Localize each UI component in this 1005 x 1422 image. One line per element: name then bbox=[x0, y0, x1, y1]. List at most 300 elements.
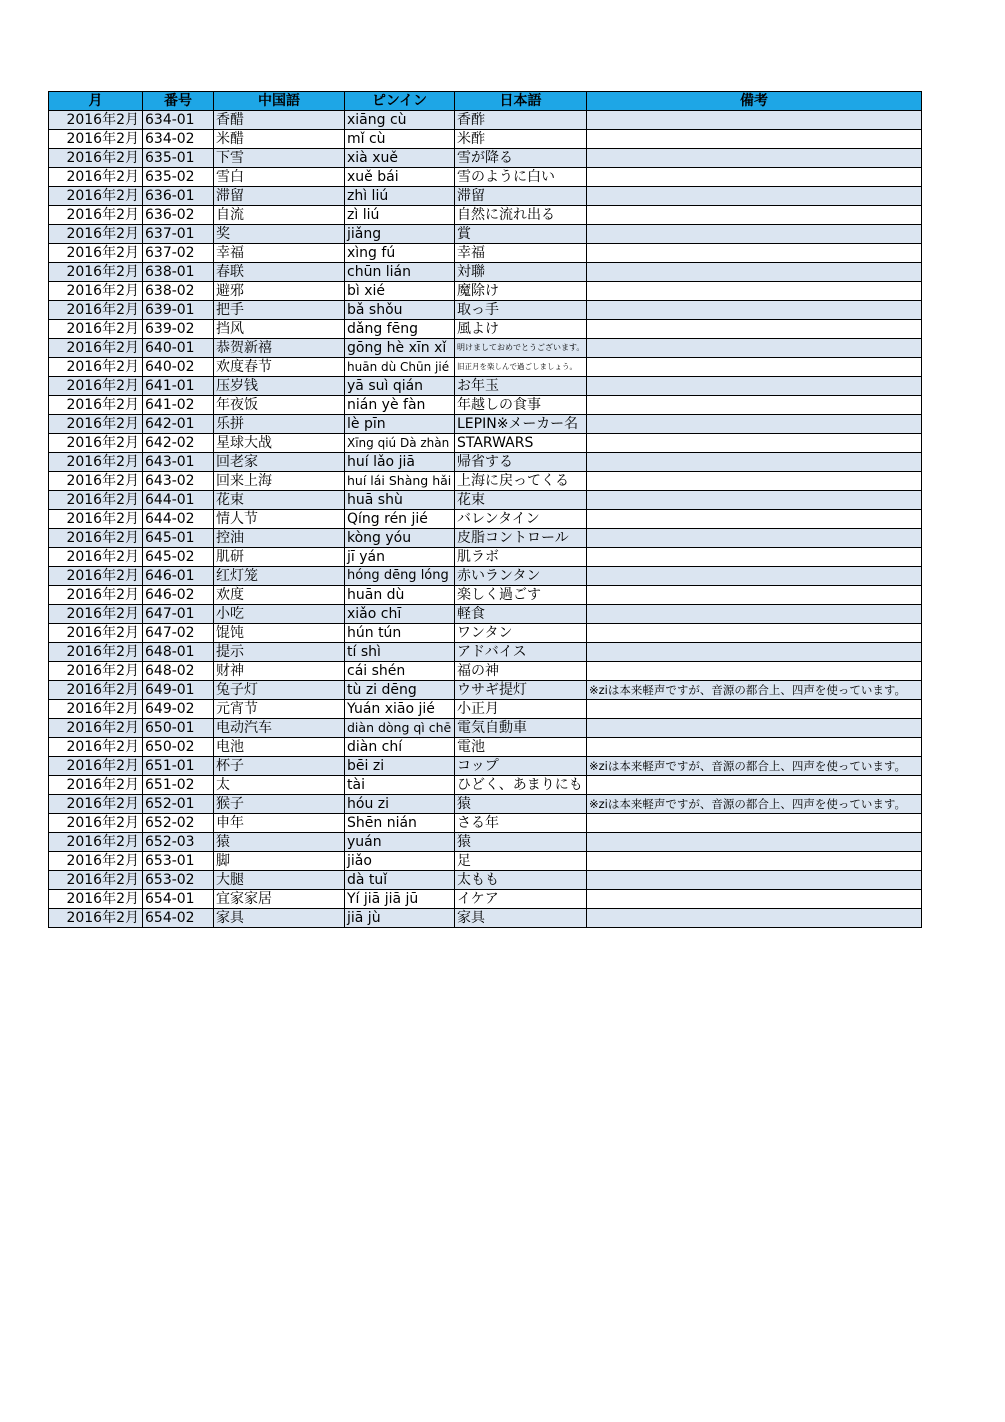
cell-month: 2016年2月 bbox=[49, 491, 143, 510]
vocabulary-table bbox=[48, 91, 922, 928]
cell-chinese: 雪白 bbox=[214, 168, 345, 187]
cell-chinese: 年夜饭 bbox=[214, 396, 345, 415]
table-row bbox=[49, 472, 922, 491]
cell-japanese: ひどく、あまりにも bbox=[455, 776, 587, 795]
cell-number: 651-01 bbox=[143, 757, 214, 776]
cell-notes bbox=[587, 225, 922, 244]
cell-japanese: 軽食 bbox=[455, 605, 587, 624]
cell-chinese: 太 bbox=[214, 776, 345, 795]
cell-number: 645-01 bbox=[143, 529, 214, 548]
cell-japanese: 猿 bbox=[455, 833, 587, 852]
cell-notes bbox=[587, 738, 922, 757]
cell-pinyin: diàn chí bbox=[345, 738, 455, 757]
cell-chinese: 欢度 bbox=[214, 586, 345, 605]
cell-month: 2016年2月 bbox=[49, 282, 143, 301]
cell-month: 2016年2月 bbox=[49, 453, 143, 472]
table-row bbox=[49, 605, 922, 624]
cell-japanese: 風よけ bbox=[455, 320, 587, 339]
cell-chinese: 香醋 bbox=[214, 111, 345, 130]
cell-number: 653-01 bbox=[143, 852, 214, 871]
table-row bbox=[49, 434, 922, 453]
cell-number: 640-01 bbox=[143, 339, 214, 358]
cell-pinyin: diàn dòng qì chē bbox=[345, 719, 455, 738]
cell-number: 638-02 bbox=[143, 282, 214, 301]
cell-month: 2016年2月 bbox=[49, 852, 143, 871]
cell-chinese: 宜家家居 bbox=[214, 890, 345, 909]
table-row bbox=[49, 624, 922, 643]
cell-number: 654-01 bbox=[143, 890, 214, 909]
cell-pinyin: bǎ shǒu bbox=[345, 301, 455, 320]
cell-chinese: 家具 bbox=[214, 909, 345, 928]
cell-number: 635-02 bbox=[143, 168, 214, 187]
cell-chinese: 馄饨 bbox=[214, 624, 345, 643]
cell-japanese: 猿 bbox=[455, 795, 587, 814]
table-row bbox=[49, 700, 922, 719]
cell-chinese: 脚 bbox=[214, 852, 345, 871]
cell-chinese: 回来上海 bbox=[214, 472, 345, 491]
cell-chinese: 把手 bbox=[214, 301, 345, 320]
cell-number: 642-02 bbox=[143, 434, 214, 453]
table-row bbox=[49, 719, 922, 738]
table-row bbox=[49, 643, 922, 662]
cell-pinyin: Yuán xiāo jié bbox=[345, 700, 455, 719]
cell-month: 2016年2月 bbox=[49, 814, 143, 833]
cell-number: 639-01 bbox=[143, 301, 214, 320]
cell-number: 645-02 bbox=[143, 548, 214, 567]
cell-notes bbox=[587, 320, 922, 339]
cell-notes bbox=[587, 453, 922, 472]
table-row bbox=[49, 662, 922, 681]
cell-number: 643-02 bbox=[143, 472, 214, 491]
cell-pinyin: xià xuě bbox=[345, 149, 455, 168]
cell-chinese: 肌研 bbox=[214, 548, 345, 567]
table-row bbox=[49, 263, 922, 282]
cell-month: 2016年2月 bbox=[49, 434, 143, 453]
cell-month: 2016年2月 bbox=[49, 149, 143, 168]
cell-number: 644-01 bbox=[143, 491, 214, 510]
cell-number: 640-02 bbox=[143, 358, 214, 377]
cell-pinyin: tài bbox=[345, 776, 455, 795]
cell-month: 2016年2月 bbox=[49, 662, 143, 681]
table-row bbox=[49, 377, 922, 396]
cell-japanese: 雪が降る bbox=[455, 149, 587, 168]
cell-number: 654-02 bbox=[143, 909, 214, 928]
cell-month: 2016年2月 bbox=[49, 472, 143, 491]
cell-notes bbox=[587, 434, 922, 453]
cell-pinyin: xiāng cù bbox=[345, 111, 455, 130]
cell-notes bbox=[587, 776, 922, 795]
cell-pinyin: zì liú bbox=[345, 206, 455, 225]
cell-notes bbox=[587, 643, 922, 662]
cell-japanese: 自然に流れ出る bbox=[455, 206, 587, 225]
header-chinese: 中国語 bbox=[214, 92, 345, 111]
cell-japanese: バレンタイン bbox=[455, 510, 587, 529]
cell-notes bbox=[587, 263, 922, 282]
cell-notes bbox=[587, 244, 922, 263]
table-row bbox=[49, 548, 922, 567]
table-row bbox=[49, 510, 922, 529]
table-row bbox=[49, 225, 922, 244]
cell-notes: ※ziは本来軽声ですが、音源の都合上、四声を使っています。 bbox=[587, 795, 922, 814]
table-row bbox=[49, 453, 922, 472]
cell-japanese: 雪のように白い bbox=[455, 168, 587, 187]
cell-chinese: 滞留 bbox=[214, 187, 345, 206]
cell-japanese: 米酢 bbox=[455, 130, 587, 149]
cell-number: 646-02 bbox=[143, 586, 214, 605]
cell-chinese: 欢度春节 bbox=[214, 358, 345, 377]
cell-chinese: 压岁钱 bbox=[214, 377, 345, 396]
cell-chinese: 元宵节 bbox=[214, 700, 345, 719]
header-number: 番号 bbox=[143, 92, 214, 111]
cell-japanese: 明けましておめでとうございます。 bbox=[455, 339, 587, 358]
cell-chinese: 回老家 bbox=[214, 453, 345, 472]
cell-notes bbox=[587, 130, 922, 149]
header-notes: 備考 bbox=[587, 92, 922, 111]
cell-notes bbox=[587, 890, 922, 909]
cell-notes bbox=[587, 605, 922, 624]
cell-month: 2016年2月 bbox=[49, 586, 143, 605]
cell-japanese: ワンタン bbox=[455, 624, 587, 643]
cell-month: 2016年2月 bbox=[49, 206, 143, 225]
table-row bbox=[49, 187, 922, 206]
cell-notes bbox=[587, 377, 922, 396]
cell-notes bbox=[587, 206, 922, 225]
cell-month: 2016年2月 bbox=[49, 168, 143, 187]
cell-month: 2016年2月 bbox=[49, 111, 143, 130]
cell-notes bbox=[587, 396, 922, 415]
cell-notes bbox=[587, 624, 922, 643]
cell-notes: ※ziは本来軽声ですが、音源の都合上、四声を使っています。 bbox=[587, 757, 922, 776]
cell-chinese: 电池 bbox=[214, 738, 345, 757]
cell-chinese: 恭贺新禧 bbox=[214, 339, 345, 358]
cell-japanese: 太もも bbox=[455, 871, 587, 890]
table-row bbox=[49, 529, 922, 548]
cell-number: 649-01 bbox=[143, 681, 214, 700]
cell-japanese: 取っ手 bbox=[455, 301, 587, 320]
cell-chinese: 奖 bbox=[214, 225, 345, 244]
cell-pinyin: hún tún bbox=[345, 624, 455, 643]
cell-pinyin: cái shén bbox=[345, 662, 455, 681]
table-row bbox=[49, 168, 922, 187]
cell-month: 2016年2月 bbox=[49, 548, 143, 567]
cell-chinese: 挡风 bbox=[214, 320, 345, 339]
cell-japanese: 年越しの食事 bbox=[455, 396, 587, 415]
cell-month: 2016年2月 bbox=[49, 738, 143, 757]
cell-month: 2016年2月 bbox=[49, 643, 143, 662]
table-row bbox=[49, 586, 922, 605]
cell-month: 2016年2月 bbox=[49, 719, 143, 738]
cell-japanese: 滞留 bbox=[455, 187, 587, 206]
cell-chinese: 红灯笼 bbox=[214, 567, 345, 586]
table-row bbox=[49, 814, 922, 833]
cell-chinese: 申年 bbox=[214, 814, 345, 833]
cell-notes bbox=[587, 909, 922, 928]
cell-pinyin: chūn lián bbox=[345, 263, 455, 282]
cell-number: 652-01 bbox=[143, 795, 214, 814]
cell-month: 2016年2月 bbox=[49, 681, 143, 700]
cell-notes bbox=[587, 358, 922, 377]
cell-chinese: 提示 bbox=[214, 643, 345, 662]
cell-japanese: ウサギ提灯 bbox=[455, 681, 587, 700]
cell-notes bbox=[587, 567, 922, 586]
table-row bbox=[49, 244, 922, 263]
table-row bbox=[49, 795, 922, 814]
cell-month: 2016年2月 bbox=[49, 130, 143, 149]
cell-number: 643-01 bbox=[143, 453, 214, 472]
cell-pinyin: mǐ cù bbox=[345, 130, 455, 149]
cell-pinyin: Qíng rén jié bbox=[345, 510, 455, 529]
cell-notes bbox=[587, 510, 922, 529]
cell-number: 641-01 bbox=[143, 377, 214, 396]
cell-japanese: 旧正月を楽しんで過ごしましょう。 bbox=[455, 358, 587, 377]
cell-notes: ※ziは本来軽声ですが、音源の都合上、四声を使っています。 bbox=[587, 681, 922, 700]
cell-pinyin: tí shì bbox=[345, 643, 455, 662]
cell-japanese: 電気自動車 bbox=[455, 719, 587, 738]
cell-pinyin: dǎng fēng bbox=[345, 320, 455, 339]
cell-pinyin: zhì liú bbox=[345, 187, 455, 206]
cell-number: 652-02 bbox=[143, 814, 214, 833]
cell-notes bbox=[587, 149, 922, 168]
cell-number: 634-01 bbox=[143, 111, 214, 130]
cell-japanese: 魔除け bbox=[455, 282, 587, 301]
cell-pinyin: Shēn nián bbox=[345, 814, 455, 833]
cell-japanese: 足 bbox=[455, 852, 587, 871]
cell-month: 2016年2月 bbox=[49, 320, 143, 339]
cell-pinyin: gōng hè xīn xǐ bbox=[345, 339, 455, 358]
cell-number: 637-01 bbox=[143, 225, 214, 244]
cell-notes bbox=[587, 852, 922, 871]
cell-japanese: コップ bbox=[455, 757, 587, 776]
cell-notes bbox=[587, 700, 922, 719]
cell-month: 2016年2月 bbox=[49, 301, 143, 320]
cell-number: 636-02 bbox=[143, 206, 214, 225]
cell-month: 2016年2月 bbox=[49, 624, 143, 643]
table-row bbox=[49, 567, 922, 586]
cell-chinese: 乐拼 bbox=[214, 415, 345, 434]
cell-japanese: 上海に戻ってくる bbox=[455, 472, 587, 491]
cell-month: 2016年2月 bbox=[49, 567, 143, 586]
cell-number: 652-03 bbox=[143, 833, 214, 852]
cell-notes bbox=[587, 187, 922, 206]
cell-japanese: 香酢 bbox=[455, 111, 587, 130]
cell-chinese: 米醋 bbox=[214, 130, 345, 149]
table-row bbox=[49, 415, 922, 434]
cell-japanese: さる年 bbox=[455, 814, 587, 833]
cell-chinese: 杯子 bbox=[214, 757, 345, 776]
cell-pinyin: xìng fú bbox=[345, 244, 455, 263]
cell-pinyin: lè pīn bbox=[345, 415, 455, 434]
cell-month: 2016年2月 bbox=[49, 795, 143, 814]
header-row bbox=[49, 92, 922, 111]
cell-chinese: 小吃 bbox=[214, 605, 345, 624]
cell-pinyin: xiǎo chī bbox=[345, 605, 455, 624]
cell-chinese: 下雪 bbox=[214, 149, 345, 168]
cell-month: 2016年2月 bbox=[49, 605, 143, 624]
table-row bbox=[49, 301, 922, 320]
cell-month: 2016年2月 bbox=[49, 776, 143, 795]
cell-japanese: 赤いランタン bbox=[455, 567, 587, 586]
cell-japanese: 電池 bbox=[455, 738, 587, 757]
cell-pinyin: jiā jù bbox=[345, 909, 455, 928]
cell-japanese: 家具 bbox=[455, 909, 587, 928]
cell-number: 638-01 bbox=[143, 263, 214, 282]
cell-japanese: 皮脂コントロール bbox=[455, 529, 587, 548]
cell-chinese: 猴子 bbox=[214, 795, 345, 814]
cell-pinyin: yuán bbox=[345, 833, 455, 852]
cell-japanese: 肌ラボ bbox=[455, 548, 587, 567]
cell-notes bbox=[587, 529, 922, 548]
cell-number: 651-02 bbox=[143, 776, 214, 795]
cell-japanese: 幸福 bbox=[455, 244, 587, 263]
cell-japanese: お年玉 bbox=[455, 377, 587, 396]
cell-month: 2016年2月 bbox=[49, 510, 143, 529]
cell-pinyin: hóu zi bbox=[345, 795, 455, 814]
cell-number: 647-02 bbox=[143, 624, 214, 643]
cell-number: 635-01 bbox=[143, 149, 214, 168]
cell-chinese: 星球大战 bbox=[214, 434, 345, 453]
cell-number: 637-02 bbox=[143, 244, 214, 263]
cell-number: 648-01 bbox=[143, 643, 214, 662]
table-row bbox=[49, 339, 922, 358]
table-row bbox=[49, 776, 922, 795]
cell-notes bbox=[587, 168, 922, 187]
cell-notes bbox=[587, 415, 922, 434]
cell-month: 2016年2月 bbox=[49, 377, 143, 396]
cell-number: 642-01 bbox=[143, 415, 214, 434]
table-row bbox=[49, 909, 922, 928]
cell-notes bbox=[587, 662, 922, 681]
header-japanese: 日本語 bbox=[455, 92, 587, 111]
cell-month: 2016年2月 bbox=[49, 529, 143, 548]
cell-chinese: 控油 bbox=[214, 529, 345, 548]
cell-number: 650-02 bbox=[143, 738, 214, 757]
cell-notes bbox=[587, 548, 922, 567]
cell-notes bbox=[587, 833, 922, 852]
table-row bbox=[49, 491, 922, 510]
cell-chinese: 春联 bbox=[214, 263, 345, 282]
cell-chinese: 电动汽车 bbox=[214, 719, 345, 738]
cell-pinyin: huā shù bbox=[345, 491, 455, 510]
cell-month: 2016年2月 bbox=[49, 396, 143, 415]
cell-number: 644-02 bbox=[143, 510, 214, 529]
cell-pinyin: Xīng qiú Dà zhàn bbox=[345, 434, 455, 453]
table-row bbox=[49, 320, 922, 339]
cell-pinyin: hóng dēng lóng bbox=[345, 567, 455, 586]
table-body bbox=[49, 111, 922, 928]
table-row bbox=[49, 738, 922, 757]
table-row bbox=[49, 149, 922, 168]
cell-japanese: アドバイス bbox=[455, 643, 587, 662]
table-row bbox=[49, 396, 922, 415]
cell-chinese: 自流 bbox=[214, 206, 345, 225]
cell-month: 2016年2月 bbox=[49, 871, 143, 890]
cell-pinyin: kòng yóu bbox=[345, 529, 455, 548]
cell-chinese: 兔子灯 bbox=[214, 681, 345, 700]
cell-japanese: STARWARS bbox=[455, 434, 587, 453]
table-row bbox=[49, 833, 922, 852]
cell-pinyin: nián yè fàn bbox=[345, 396, 455, 415]
cell-chinese: 花束 bbox=[214, 491, 345, 510]
cell-notes bbox=[587, 719, 922, 738]
cell-month: 2016年2月 bbox=[49, 833, 143, 852]
cell-number: 648-02 bbox=[143, 662, 214, 681]
table-row bbox=[49, 852, 922, 871]
cell-japanese: 花束 bbox=[455, 491, 587, 510]
cell-pinyin: bēi zi bbox=[345, 757, 455, 776]
cell-chinese: 猿 bbox=[214, 833, 345, 852]
cell-pinyin: bì xié bbox=[345, 282, 455, 301]
cell-number: 647-01 bbox=[143, 605, 214, 624]
cell-month: 2016年2月 bbox=[49, 358, 143, 377]
cell-japanese: イケア bbox=[455, 890, 587, 909]
cell-pinyin: dà tuǐ bbox=[345, 871, 455, 890]
cell-number: 634-02 bbox=[143, 130, 214, 149]
cell-notes bbox=[587, 814, 922, 833]
cell-chinese: 情人节 bbox=[214, 510, 345, 529]
cell-pinyin: huān dù Chūn jié bbox=[345, 358, 455, 377]
cell-pinyin: yā suì qián bbox=[345, 377, 455, 396]
cell-pinyin: jī yán bbox=[345, 548, 455, 567]
table-row bbox=[49, 206, 922, 225]
table-row bbox=[49, 282, 922, 301]
cell-number: 650-01 bbox=[143, 719, 214, 738]
cell-notes bbox=[587, 339, 922, 358]
cell-pinyin: tù zi dēng bbox=[345, 681, 455, 700]
cell-month: 2016年2月 bbox=[49, 909, 143, 928]
cell-pinyin: jiǎng bbox=[345, 225, 455, 244]
cell-number: 641-02 bbox=[143, 396, 214, 415]
header-pinyin: ピンイン bbox=[345, 92, 455, 111]
cell-japanese: 楽しく過ごす bbox=[455, 586, 587, 605]
cell-notes bbox=[587, 111, 922, 130]
cell-month: 2016年2月 bbox=[49, 757, 143, 776]
cell-notes bbox=[587, 871, 922, 890]
cell-chinese: 避邪 bbox=[214, 282, 345, 301]
table-row bbox=[49, 757, 922, 776]
cell-number: 646-01 bbox=[143, 567, 214, 586]
cell-chinese: 幸福 bbox=[214, 244, 345, 263]
table-row bbox=[49, 890, 922, 909]
cell-japanese: 賞 bbox=[455, 225, 587, 244]
cell-month: 2016年2月 bbox=[49, 263, 143, 282]
cell-notes bbox=[587, 491, 922, 510]
cell-month: 2016年2月 bbox=[49, 700, 143, 719]
cell-pinyin: xuě bái bbox=[345, 168, 455, 187]
cell-month: 2016年2月 bbox=[49, 225, 143, 244]
table-row bbox=[49, 130, 922, 149]
cell-notes bbox=[587, 301, 922, 320]
cell-japanese: 小正月 bbox=[455, 700, 587, 719]
header-month: 月 bbox=[49, 92, 143, 111]
table-row bbox=[49, 871, 922, 890]
cell-notes bbox=[587, 472, 922, 491]
cell-month: 2016年2月 bbox=[49, 187, 143, 206]
cell-pinyin: huí lǎo jiā bbox=[345, 453, 455, 472]
cell-month: 2016年2月 bbox=[49, 339, 143, 358]
cell-number: 636-01 bbox=[143, 187, 214, 206]
cell-chinese: 大腿 bbox=[214, 871, 345, 890]
cell-pinyin: huí lái Shàng hǎi bbox=[345, 472, 455, 491]
cell-notes bbox=[587, 586, 922, 605]
cell-pinyin: jiǎo bbox=[345, 852, 455, 871]
cell-month: 2016年2月 bbox=[49, 415, 143, 434]
table-row bbox=[49, 111, 922, 130]
cell-pinyin: huān dù bbox=[345, 586, 455, 605]
cell-number: 649-02 bbox=[143, 700, 214, 719]
cell-number: 639-02 bbox=[143, 320, 214, 339]
cell-chinese: 财神 bbox=[214, 662, 345, 681]
cell-number: 653-02 bbox=[143, 871, 214, 890]
